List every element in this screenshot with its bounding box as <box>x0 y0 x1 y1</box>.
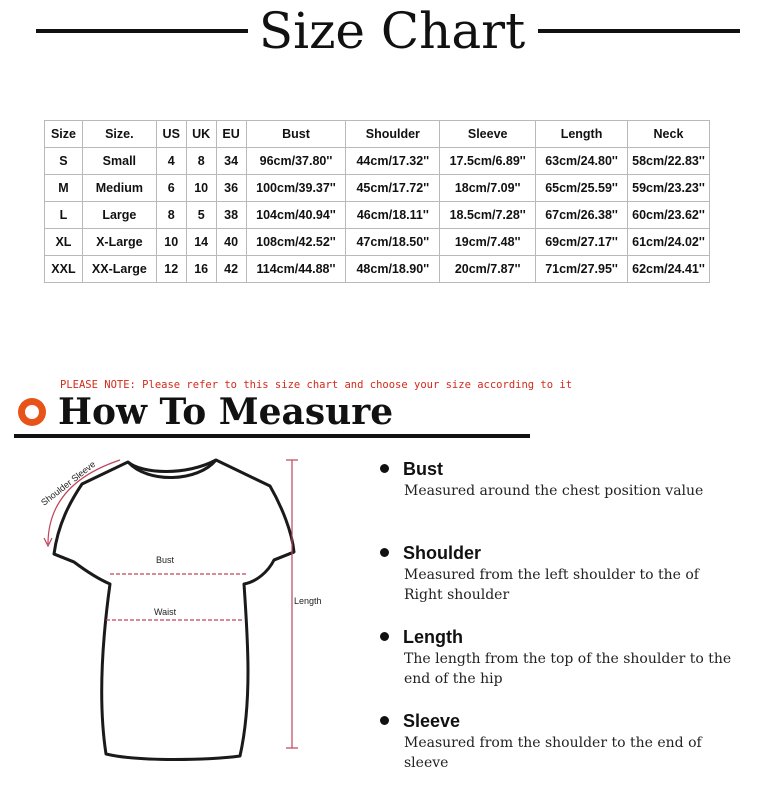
item-heading: Shoulder <box>403 543 482 563</box>
how-to-measure-title: How To Measure <box>58 391 394 433</box>
item-description: Measured from the left shoulder to the of Right shoulder <box>404 567 699 603</box>
table-cell: 34 <box>216 148 246 175</box>
tshirt-diagram <box>30 452 340 762</box>
list-item <box>380 626 760 710</box>
table-cell: 58cm/22.83'' <box>627 148 709 175</box>
table-cell: 71cm/27.95'' <box>536 256 628 283</box>
table-cell: 45cm/17.72'' <box>346 175 440 202</box>
list-item <box>380 458 760 542</box>
bust-label: Bust <box>156 555 175 565</box>
table-cell: 114cm/44.88'' <box>246 256 346 283</box>
circle-bullet-icon <box>18 398 46 426</box>
item-description: The length from the top of the shoulder to the end of the hip <box>404 651 732 687</box>
table-row <box>45 148 710 175</box>
table-cell: Large <box>82 202 156 229</box>
table-cell: S <box>45 148 83 175</box>
table-cell: 18.5cm/7.28'' <box>440 202 536 229</box>
header-cell: Size. <box>82 121 156 148</box>
table-cell: 4 <box>156 148 186 175</box>
measure-list <box>380 458 760 794</box>
table-cell: M <box>45 175 83 202</box>
table-cell: 46cm/18.11'' <box>346 202 440 229</box>
table-cell: 17.5cm/6.89'' <box>440 148 536 175</box>
shoulder-sleeve-label: Shoulder Sleeve <box>39 459 98 508</box>
table-cell: 5 <box>186 202 216 229</box>
item-description: Measured around the chest position value <box>404 483 704 499</box>
please-note: PLEASE NOTE: Please refer to this size chart and choose your size according to it <box>60 379 573 391</box>
table-cell: Medium <box>82 175 156 202</box>
title-bar <box>0 0 768 64</box>
table-cell: X-Large <box>82 229 156 256</box>
list-item <box>380 710 760 794</box>
waist-label: Waist <box>154 607 177 617</box>
page-title: Size Chart <box>258 2 526 60</box>
table-cell: 8 <box>186 148 216 175</box>
table-row <box>45 256 710 283</box>
table-cell: 62cm/24.41'' <box>627 256 709 283</box>
bullet-icon <box>380 464 389 473</box>
table-cell: 10 <box>186 175 216 202</box>
table-row <box>45 175 710 202</box>
header-cell: US <box>156 121 186 148</box>
item-heading: Sleeve <box>403 711 461 731</box>
section-divider <box>14 434 530 438</box>
table-cell: 96cm/37.80'' <box>246 148 346 175</box>
item-heading: Bust <box>403 459 443 479</box>
length-label: Length <box>294 596 322 606</box>
header-cell: UK <box>186 121 216 148</box>
table-header-row <box>45 121 710 148</box>
header-cell: Neck <box>627 121 709 148</box>
table-cell: 47cm/18.50'' <box>346 229 440 256</box>
table-cell: XX-Large <box>82 256 156 283</box>
table-cell: 40 <box>216 229 246 256</box>
table-cell: 18cm/7.09'' <box>440 175 536 202</box>
title-divider-right <box>538 29 740 33</box>
header-cell: Sleeve <box>440 121 536 148</box>
table-cell: 104cm/40.94'' <box>246 202 346 229</box>
table-cell: Small <box>82 148 156 175</box>
item-description: Measured from the shoulder to the end of sleeve <box>404 735 702 771</box>
table-cell: 6 <box>156 175 186 202</box>
table-cell: 38 <box>216 202 246 229</box>
table-cell: 8 <box>156 202 186 229</box>
header-cell: EU <box>216 121 246 148</box>
bullet-icon <box>380 632 389 641</box>
table-cell: XXL <box>45 256 83 283</box>
sleeve-cuff-right <box>274 552 294 560</box>
table-cell: 10 <box>156 229 186 256</box>
table-cell: 69cm/27.17'' <box>536 229 628 256</box>
table-cell: 65cm/25.59'' <box>536 175 628 202</box>
header-cell: Size <box>45 121 83 148</box>
table-cell: 60cm/23.62'' <box>627 202 709 229</box>
table-cell: L <box>45 202 83 229</box>
bullet-icon <box>380 716 389 725</box>
table-cell: 20cm/7.87'' <box>440 256 536 283</box>
table-row <box>45 229 710 256</box>
list-item <box>380 542 760 626</box>
item-heading: Length <box>403 627 463 647</box>
table-cell: 63cm/24.80'' <box>536 148 628 175</box>
bullet-icon <box>380 548 389 557</box>
table-cell: 100cm/39.37'' <box>246 175 346 202</box>
table-cell: 67cm/26.38'' <box>536 202 628 229</box>
header-cell: Bust <box>246 121 346 148</box>
header-cell: Shoulder <box>346 121 440 148</box>
table-cell: 36 <box>216 175 246 202</box>
table-cell: 44cm/17.32'' <box>346 148 440 175</box>
table-cell: 12 <box>156 256 186 283</box>
table-cell: 42 <box>216 256 246 283</box>
table-cell: 19cm/7.48'' <box>440 229 536 256</box>
table-row <box>45 202 710 229</box>
title-divider-left <box>36 29 248 33</box>
header-cell: Length <box>536 121 628 148</box>
table-cell: 16 <box>186 256 216 283</box>
size-table <box>44 120 710 283</box>
table-cell: 14 <box>186 229 216 256</box>
table-cell: XL <box>45 229 83 256</box>
table-cell: 48cm/18.90'' <box>346 256 440 283</box>
table-cell: 59cm/23.23'' <box>627 175 709 202</box>
table-cell: 108cm/42.52'' <box>246 229 346 256</box>
sleeve-cuff-left <box>54 554 74 562</box>
table-cell: 61cm/24.02'' <box>627 229 709 256</box>
